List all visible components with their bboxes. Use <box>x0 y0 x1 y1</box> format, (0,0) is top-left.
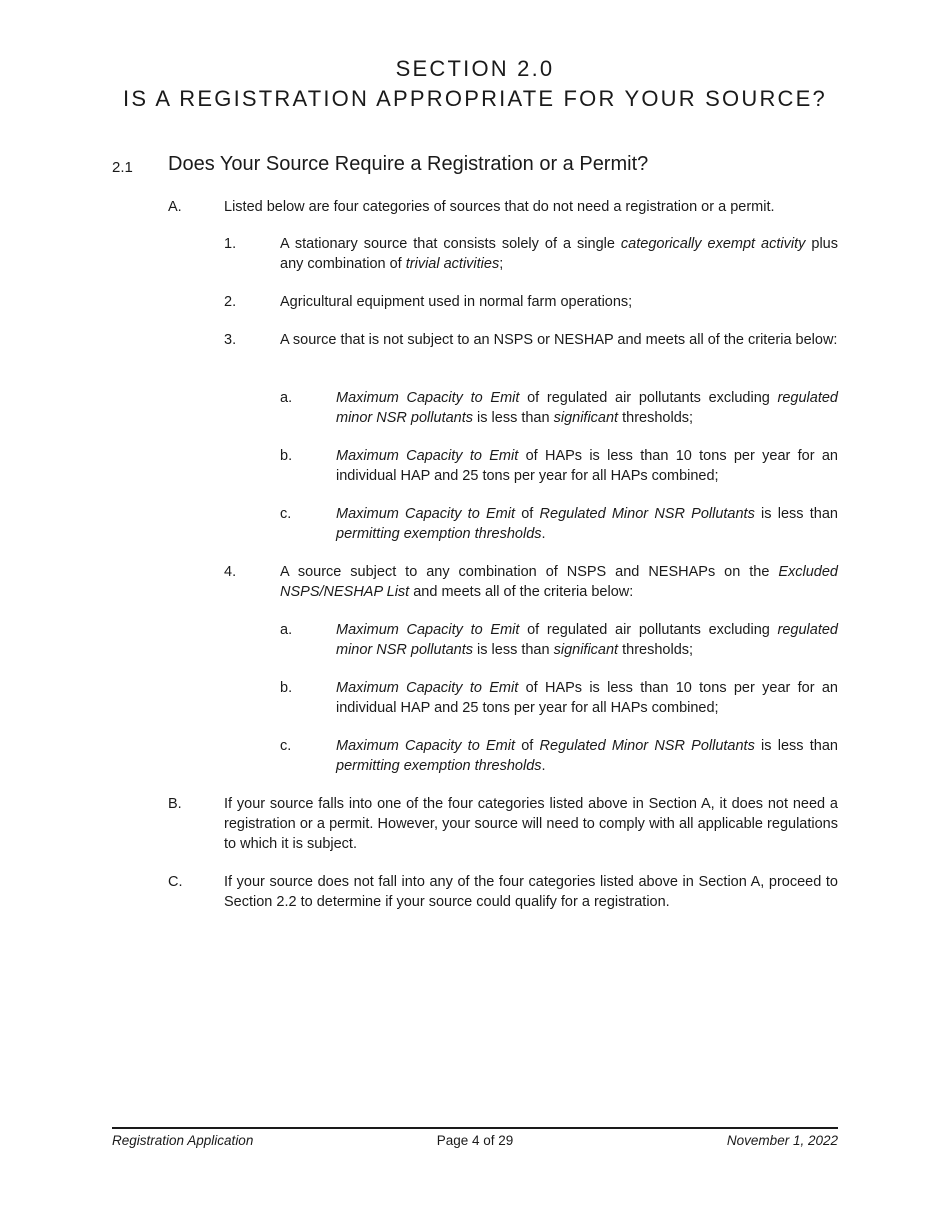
list-item-3-text: A source that is not subject to an NSPS or NESHAP and meets all of the criteria below: <box>280 332 838 348</box>
item-a-label: A. <box>168 199 182 215</box>
sub-item-4c-label: c. <box>280 738 292 754</box>
list-item-2-text: Agricultural equipment used in normal farm operations; <box>280 294 633 310</box>
sub-item-3b-label: b. <box>280 448 293 464</box>
sub-item-3c-label: c. <box>280 506 292 522</box>
footer-document-title: Registration Application <box>112 1133 254 1148</box>
list-item-4-text: A source subject to any combination of NSPS and NESHAPs on the Excluded NSPS/NESHAP List and meets all of the criteria below: <box>280 564 838 600</box>
list-item-4-label: 4. <box>224 564 237 580</box>
footer-page-number: Page 4 of 29 <box>436 1133 514 1148</box>
sub-item-4b-text: Maximum Capacity to Emit of HAPs is less than 10 tons per year for an individual HAP and 25 tons per year for all HAPs combined; <box>336 680 838 716</box>
sub-item-4a-text: Maximum Capacity to Emit of regulated air pollutants excluding regulated minor NSR pollutants is less than significant thresholds; <box>336 622 838 658</box>
list-item-1-text: A stationary source that consists solely of a single categorically exempt activity plus any combination of trivial activities; <box>280 236 838 272</box>
sub-item-3a-label: a. <box>280 390 293 406</box>
list-item-3-label: 3. <box>224 332 237 348</box>
sub-item-4a-label: a. <box>280 622 293 638</box>
sub-item-3a-text: Maximum Capacity to Emit of regulated air pollutants excluding regulated minor NSR pollutants is less than significant thresholds; <box>336 390 838 426</box>
list-item-1-label: 1. <box>224 236 237 252</box>
item-c-label: C. <box>168 874 183 890</box>
footer-date: November 1, 2022 <box>726 1133 838 1148</box>
subsection-number: 2.1 <box>112 159 133 176</box>
footer-rule <box>112 1127 838 1129</box>
item-a-text: Listed below are four categories of sources that do not need a registration or a permit. <box>224 199 775 215</box>
list-item-2-label: 2. <box>224 294 237 310</box>
section-title: IS A REGISTRATION APPROPRIATE FOR YOUR SOURCE? <box>123 86 827 111</box>
sub-item-4c-text: Maximum Capacity to Emit of Regulated Minor NSR Pollutants is less than permitting exemption thresholds. <box>336 738 838 774</box>
item-c-text: If your source does not fall into any of the four categories listed above in Section A, proceed to Section 2.2 to determine if your source could qualify for a registration. <box>224 874 838 910</box>
section-label: SECTION 2.0 <box>395 56 555 81</box>
sub-item-3c-text: Maximum Capacity to Emit of Regulated Minor NSR Pollutants is less than permitting exemption thresholds. <box>336 506 838 542</box>
sub-item-4b-label: b. <box>280 680 293 696</box>
sub-item-3b-text: Maximum Capacity to Emit of HAPs is less than 10 tons per year for an individual HAP and 25 tons per year for all HAPs combined; <box>336 448 838 484</box>
item-b-text: If your source falls into one of the four categories listed above in Section A, it does not need a registration or a permit. However, your source will need to comply with all applicable regulations to which it is subject. <box>224 796 838 852</box>
item-b-label: B. <box>168 796 182 812</box>
subsection-heading: Does Your Source Require a Registration or a Permit? <box>168 153 649 175</box>
